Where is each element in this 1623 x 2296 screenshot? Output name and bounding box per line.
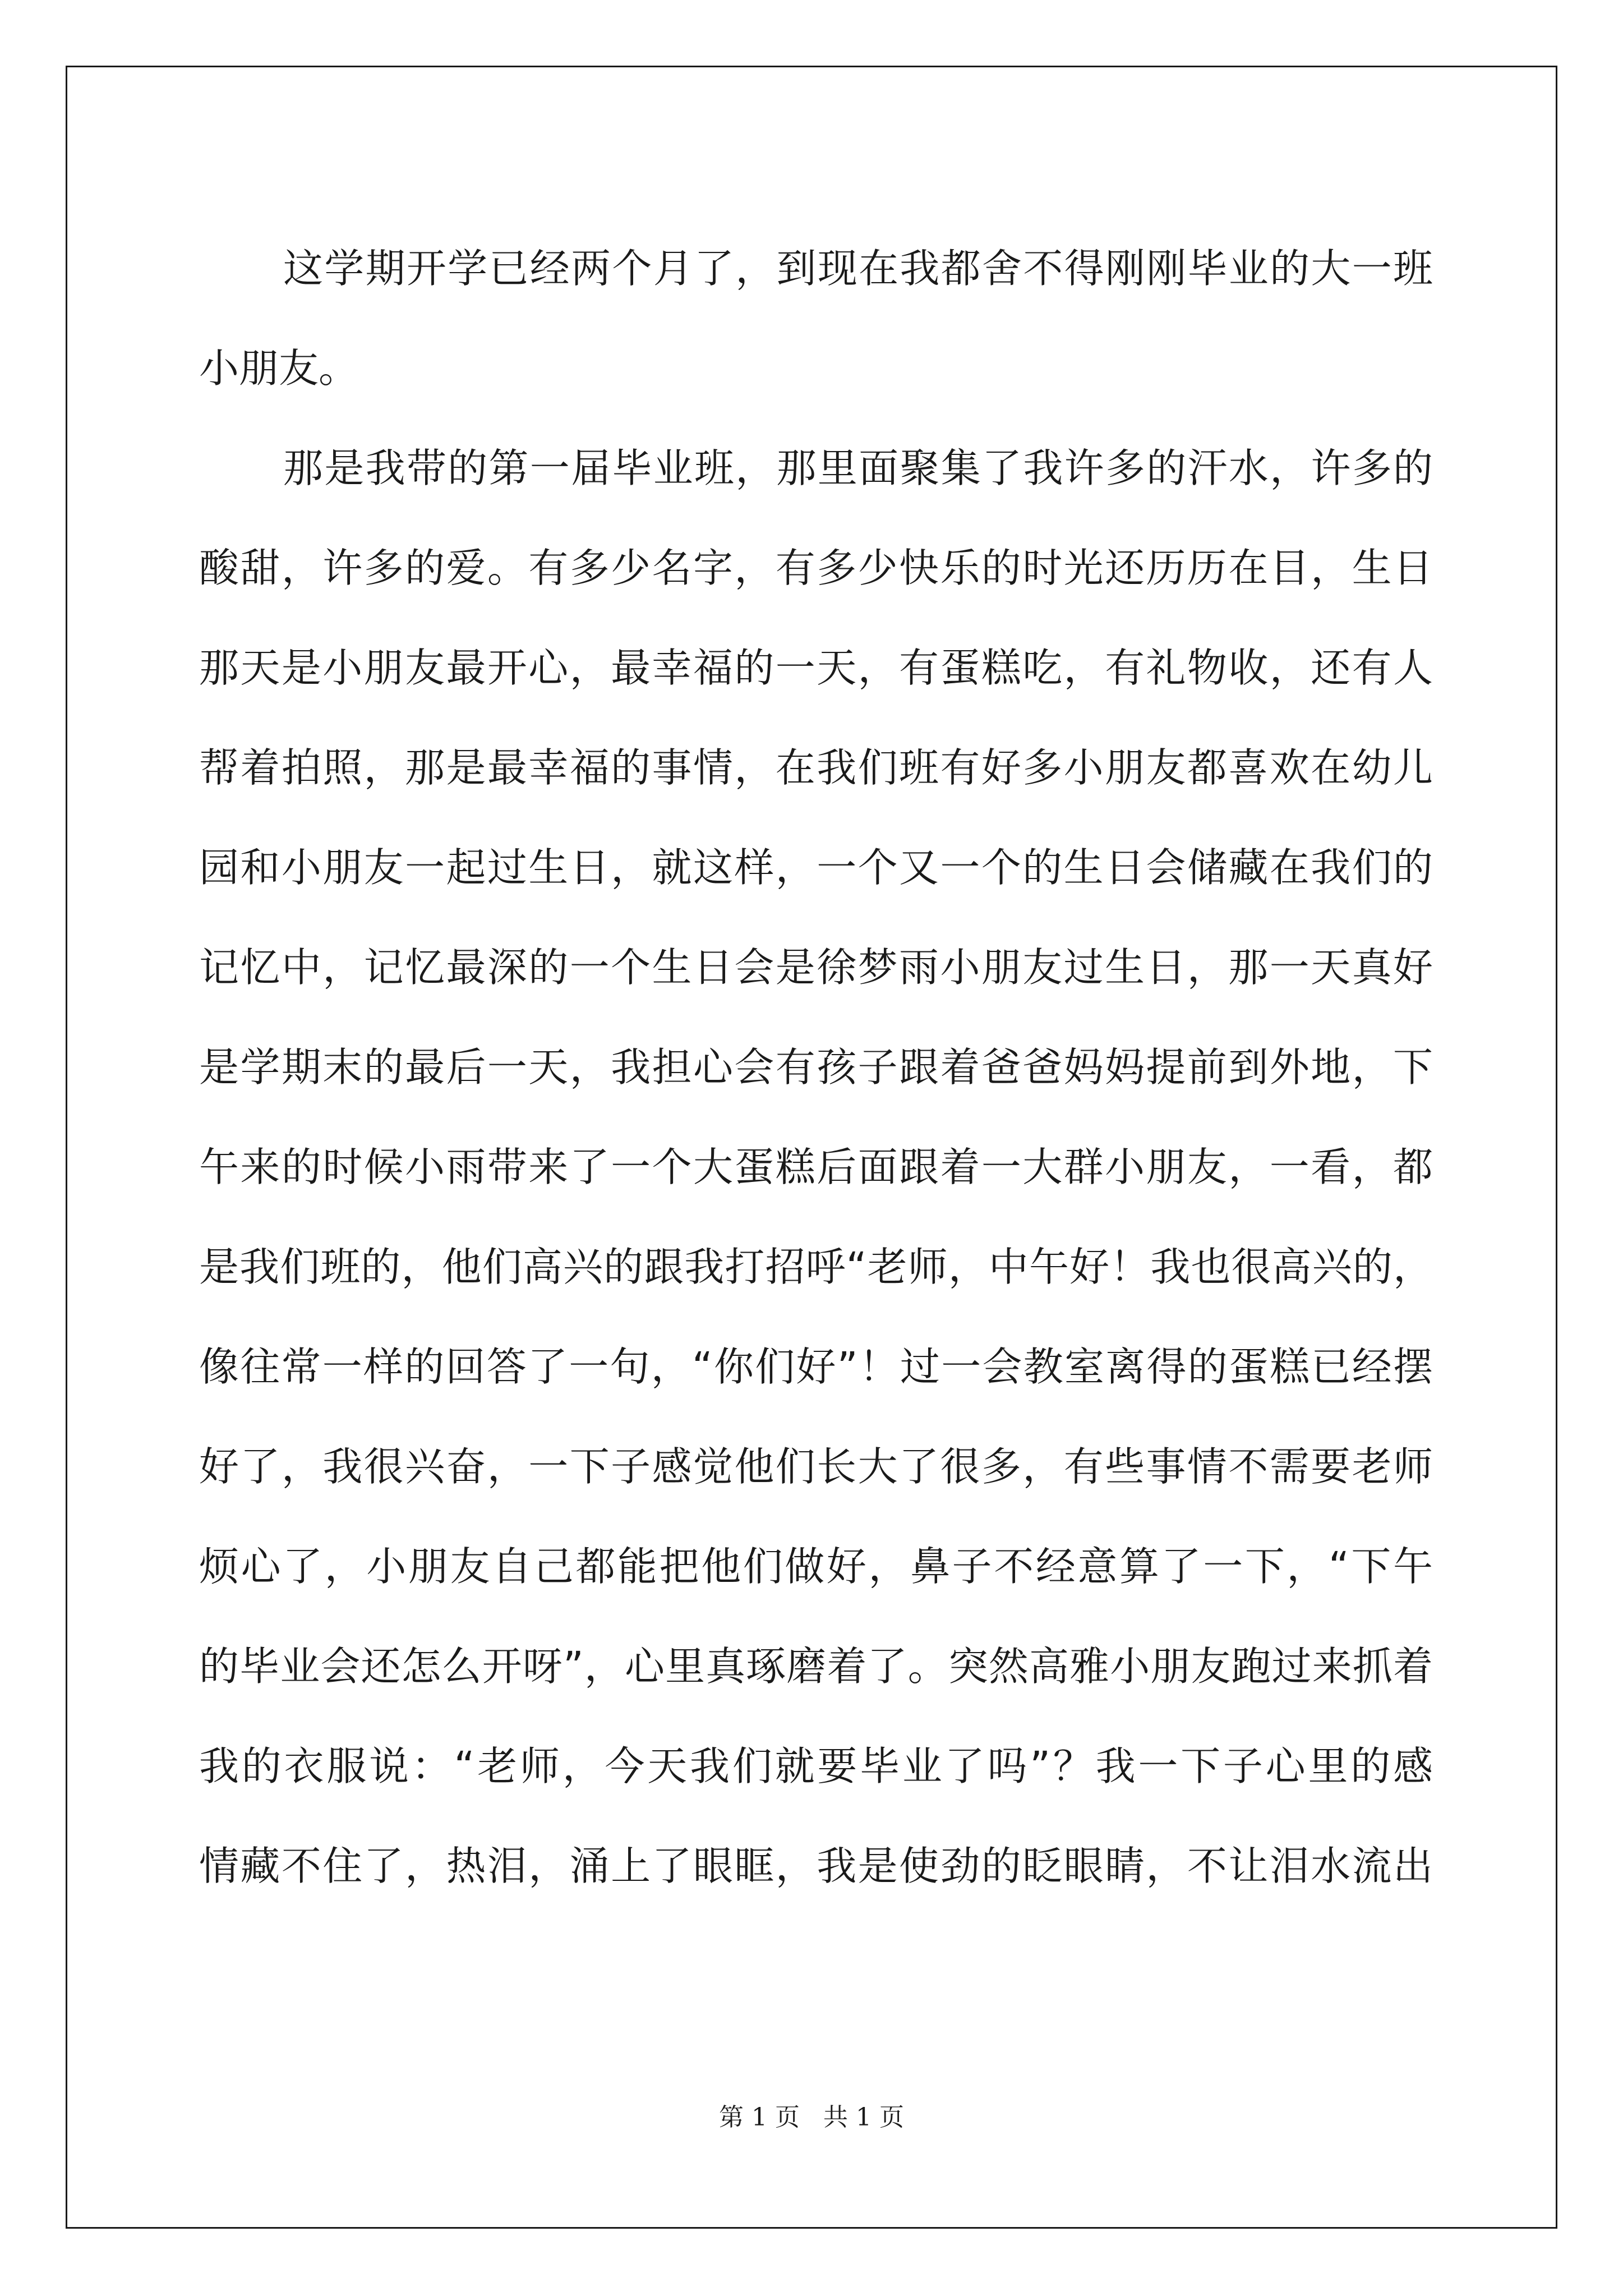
paragraph-1-line-2: 小朋友。 xyxy=(199,345,359,392)
paragraph-2-line-9: 是我们班的，他们高兴的跟我打招呼“老师，中午好！我也很高兴的， xyxy=(199,1244,1433,1290)
paragraph-2-line-10: 像往常一样的回答了一句，“你们好”！过一会教室离得的蛋糕已经摆 xyxy=(199,1343,1433,1390)
paragraph-2-line-13: 的毕业会还怎么开呀”，心里真琢磨着了。突然高雅小朋友跑过来抓着 xyxy=(199,1643,1433,1690)
paragraph-2-line-4: 帮着拍照，那是最幸福的事情，在我们班有好多小朋友都喜欢在幼儿 xyxy=(199,744,1433,791)
paragraph-2-line-14: 我的衣服说：“老师，今天我们就要毕业了吗”？我一下子心里的感 xyxy=(199,1743,1433,1789)
paragraph-2-line-12: 烦心了，小朋友自己都能把他们做好，鼻子不经意算了一下，“下午 xyxy=(199,1543,1433,1590)
paragraph-2-line-8: 午来的时候小雨带来了一个大蛋糕后面跟着一大群小朋友，一看，都 xyxy=(199,1144,1433,1190)
paragraph-2-line-5: 园和小朋友一起过生日，就这样，一个又一个的生日会储藏在我们的 xyxy=(199,844,1433,891)
paragraph-2-line-3: 那天是小朋友最开心，最幸福的一天，有蛋糕吃，有礼物收，还有人 xyxy=(199,645,1433,691)
total-pages: 共 1 页 xyxy=(823,2103,904,2132)
paragraph-1-line-1: 这学期开学已经两个月了，到现在我都舍不得刚刚毕业的大一班 xyxy=(283,245,1433,292)
document-body xyxy=(199,219,1433,1916)
page-footer xyxy=(0,2097,1623,2133)
paragraph-2-line-15: 情藏不住了，热泪，涌上了眼眶，我是使劲的眨眼睛，不让泪水流出 xyxy=(199,1843,1433,1889)
paragraph-2-line-2: 酸甜，许多的爱。有多少名字，有多少快乐的时光还历历在目，生日 xyxy=(199,545,1433,591)
paragraph-2-line-1: 那是我带的第一届毕业班，那里面聚集了我许多的汗水，许多的 xyxy=(283,445,1433,491)
paragraph-2-line-11: 好了，我很兴奋，一下子感觉他们长大了很多，有些事情不需要老师 xyxy=(199,1443,1433,1490)
paragraph-2-line-6: 记忆中，记忆最深的一个生日会是徐梦雨小朋友过生日，那一天真好 xyxy=(199,944,1433,991)
page-number: 第 1 页 xyxy=(719,2103,800,2132)
paragraph-2-line-7: 是学期末的最后一天，我担心会有孩子跟着爸爸妈妈提前到外地，下 xyxy=(199,1044,1433,1091)
